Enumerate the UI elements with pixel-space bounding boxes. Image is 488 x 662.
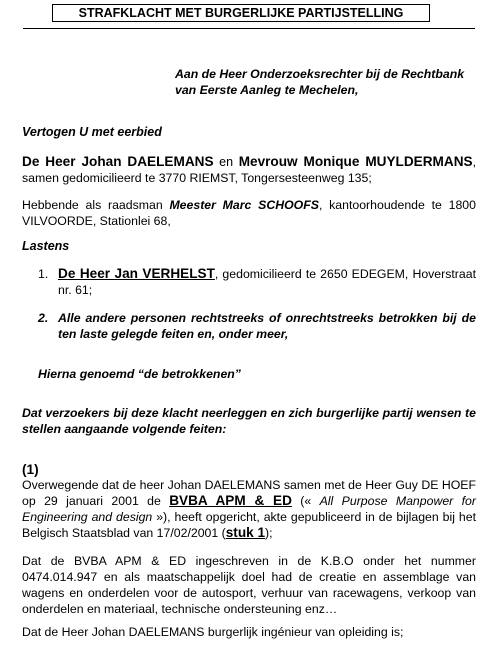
document-title: STRAFKLACHT MET BURGERLIJKE PARTIJSTELLING (52, 4, 430, 22)
section-1-paragraph-1 (22, 477, 476, 541)
plaintiffs-address: , samen gedomicilieerd te 3770 RIEMST, Tongersesteenweg 135; (22, 155, 476, 185)
addressee (175, 66, 464, 98)
section-1-paragraph-2: Dat de BVBA APM & ED ingeschreven in de K.B.O onder het nummer 0474.014.947 en als maatschappelijk doel had de creatie en assemblage van wagens en onderdelen voor de autosport, verhuur van racewagens, verkoop van onderdelen en materiaal, technische ondersteuning enz… (22, 554, 476, 616)
facts-intro: Dat verzoekers bij deze klacht neerleggen en zich burgerlijke partij wensen te stellen aangaande volgende feiten: (22, 406, 476, 436)
counsel-name: Meester Marc SCHOOFS (169, 198, 319, 212)
greeting: Vertogen U met eerbied (22, 125, 162, 139)
plaintiff-name-2: Mevrouw Monique MUYLDERMANS (238, 154, 473, 169)
accused-2-number: 2. (38, 311, 49, 325)
plaintiffs-paragraph (22, 154, 476, 186)
addressee-line-1: Aan de Heer Onderzoeksrechter bij de Rechtbank (175, 67, 465, 81)
plaintiff-name-1: De Heer Johan DAELEMANS (22, 154, 214, 169)
p1-quote-close: »), heeft opgericht, akte gepubliceerd in de bijlagen bij het Belgisch Staatsblad van 17/02/2001 ( (22, 510, 476, 540)
stuk-reference: stuk 1 (225, 525, 266, 540)
hereafter-line: Hierna genoemd “de betrokkenen” (38, 367, 241, 381)
p1-pre: Overwegende dat de heer Johan DAELEMANS samen met de Heer Guy DE HOEF op 29 januari 2001 de (22, 478, 476, 508)
lastens-heading: Lastens (22, 239, 70, 253)
accused-1-number: 1. (38, 267, 49, 281)
company-name: BVBA APM & ED (169, 493, 292, 508)
company-full-name: All Purpose Manpower for Engineering and design (22, 494, 476, 524)
p1-quote-open: (« (291, 494, 320, 508)
accused-1 (58, 266, 476, 298)
p1-end: ); (265, 526, 273, 540)
accused-2-text: Alle andere personen rechtstreeks of onrechtstreeks betrokken bij de ten laste gelegde feiten en, onder meer, (58, 311, 476, 341)
counsel-paragraph (22, 197, 476, 229)
counsel-address: , kantoorhoudende te 1800 VILVOORDE, Stationlei 68, (22, 198, 476, 228)
plaintiffs-conjunction: en (213, 155, 239, 169)
accused-1-address: , gedomicilieerd te 2650 EDEGEM, Hoverstraat nr. 61; (58, 267, 476, 297)
title-divider (23, 28, 475, 29)
section-1-paragraph-3: Dat de Heer Johan DAELEMANS burgerlijk ingénieur van opleiding is; (22, 625, 404, 639)
section-1-heading: (1) (22, 462, 39, 477)
accused-1-name: De Heer Jan VERHELST (58, 266, 215, 281)
counsel-prefix: Hebbende als raadsman (22, 198, 170, 212)
addressee-line-2: van Eerste Aanleg te Mechelen, (175, 83, 359, 97)
